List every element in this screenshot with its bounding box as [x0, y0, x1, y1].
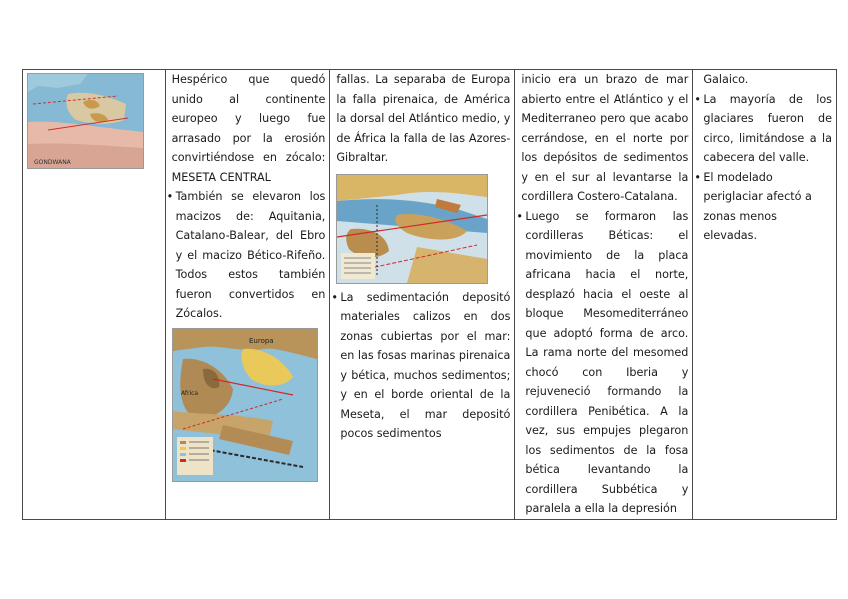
col5-bullet: • El modelado periglaciar afectó a zonas menos elevadas. — [699, 168, 832, 246]
col2-line: Hespérico que quedó — [171, 73, 326, 86]
tectonic-map-image — [172, 328, 318, 482]
text-column-5 — [693, 70, 837, 520]
paleogeographic-map-image — [27, 73, 144, 169]
text-column-2 — [165, 70, 330, 520]
map-graphic — [337, 175, 487, 283]
col2-line: unido al continente — [171, 92, 326, 106]
col4-bullet: • Luego se formaron las cordilleras Béticas: el movimiento de la placa africana hacia el norte, desplazó hacia el oeste al bloque Mesomediterráneo que adoptó forma de arco. La rama norte del mesomed chocó con Iberia y rejuveneció formando la cordillera Penibética. A la vez, sus empujes plegaron los sedimentos de la fosa bética levantando la cordillera Subbética y paralela a ella la depresión — [521, 207, 688, 519]
map-label-africa: Africa — [180, 389, 198, 397]
col4-paragraph: inicio era un brazo de mar abierto entre el Atlántico y el Mediterraneo pero que acabo cerrándose, en el norte por los depósitos de sedimentos y en el sur al levantarse la cordillera Costero-Catalana. — [521, 73, 689, 203]
col2-line: convirtiéndose en zócalo: — [171, 151, 326, 164]
col5-paragraph: Galaico. — [703, 73, 749, 86]
map-graphic — [28, 74, 143, 168]
table-row — [23, 70, 837, 520]
content-table — [22, 69, 837, 520]
text-column-3 — [330, 70, 515, 520]
col2-line: MESETA CENTRAL — [171, 170, 271, 184]
col3-paragraph: fallas. La separaba de Europa la falla pirenaica, de América la dorsal del Atlántico medio, y de África la falla de las Azores-Gibraltar. — [336, 73, 511, 164]
map-graphic — [173, 329, 317, 481]
map-label-europa: Europa — [248, 336, 274, 345]
col2-line: europeo y luego fue — [171, 112, 326, 125]
col2-line: arrasado por la erosión — [171, 131, 326, 145]
text-column-4 — [515, 70, 693, 520]
col5-bullet: • La mayoría de los glaciares fueron de circo, limitándose a la cabecera del valle. — [699, 90, 832, 168]
col2-bullet: • También se elevaron los macizos de: Aquitania, Catalano-Balear, del Ebro y el macizo Bético-Rifeño. Todos estos también fueron convertidos en Zócalos. — [172, 187, 326, 324]
image-cell — [23, 70, 166, 520]
fault-map-image — [336, 174, 488, 284]
map-label-gondwana: GONDWANA — [34, 159, 71, 166]
col3-bullet: • La sedimentación depositó materiales calizos en dos zonas cubiertas por el mar: en las fosas marinas pirenaica y bética, muchos sedimentos; y en el borde oriental de la Meseta, el mar depositó pocos sedimentos — [336, 288, 510, 444]
